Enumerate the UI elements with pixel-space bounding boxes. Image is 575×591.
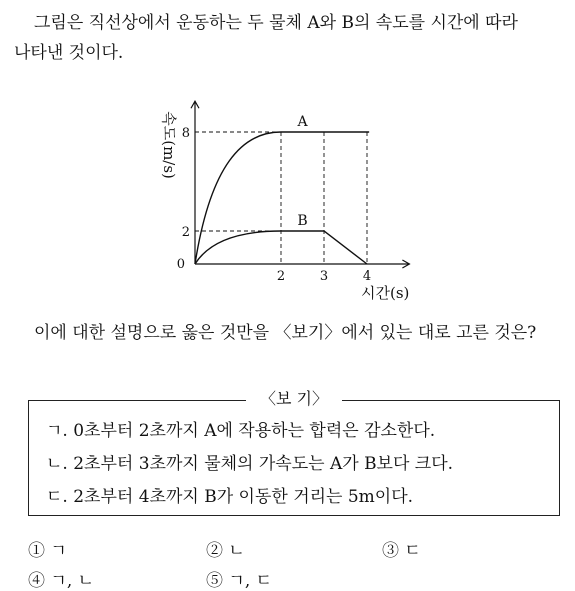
bogi-item-3: ㄷ. 2초부터 4초까지 B가 이동한 거리는 5m이다. [46, 487, 414, 507]
tick-label-x-2: 2 [276, 269, 286, 284]
bogi-item-2: ㄴ. 2초부터 3초까지 물체의 가속도는 A가 B보다 크다. [46, 454, 454, 474]
intro-line-1: 그림은 직선상에서 운동하는 두 물체 A와 B의 속도를 시간에 따라 [34, 13, 518, 33]
intro-line-2: 나타낸 것이다. [14, 43, 124, 63]
series-label-A: A [297, 114, 308, 130]
tick-label-x-3: 3 [319, 269, 329, 284]
bogi-item-1: ㄱ. 0초부터 2초까지 A에 작용하는 합력은 감소한다. [46, 421, 436, 441]
choice-3[interactable]: ③ ㄷ [382, 541, 421, 561]
question-text: 이에 대한 설명으로 옳은 것만을 〈보기〉에서 있는 대로 고른 것은? [34, 323, 537, 343]
tick-label-x-4: 4 [362, 269, 372, 284]
series-label-B: B [297, 213, 308, 229]
series-line-A [195, 132, 369, 264]
choice-5[interactable]: ⑤ ㄱ, ㄷ [206, 571, 273, 591]
tick-label-y-8: 8 [181, 126, 190, 141]
tick-label-x-0: 0 [176, 257, 185, 272]
bogi-title: 〈보 기〉 [246, 386, 342, 409]
choice-2[interactable]: ② ㄴ [206, 541, 245, 561]
tick-label-y-2: 2 [181, 225, 190, 240]
choice-1[interactable]: ① ㄱ [28, 541, 67, 561]
velocity-time-graph [140, 70, 440, 306]
choice-4[interactable]: ④ ㄱ, ㄴ [28, 571, 95, 591]
chart-labels [160, 111, 409, 302]
y-axis-label: 속도(m/s) [160, 111, 178, 179]
series-lines [195, 132, 369, 264]
x-axis-label: 시간(s) [361, 284, 410, 302]
